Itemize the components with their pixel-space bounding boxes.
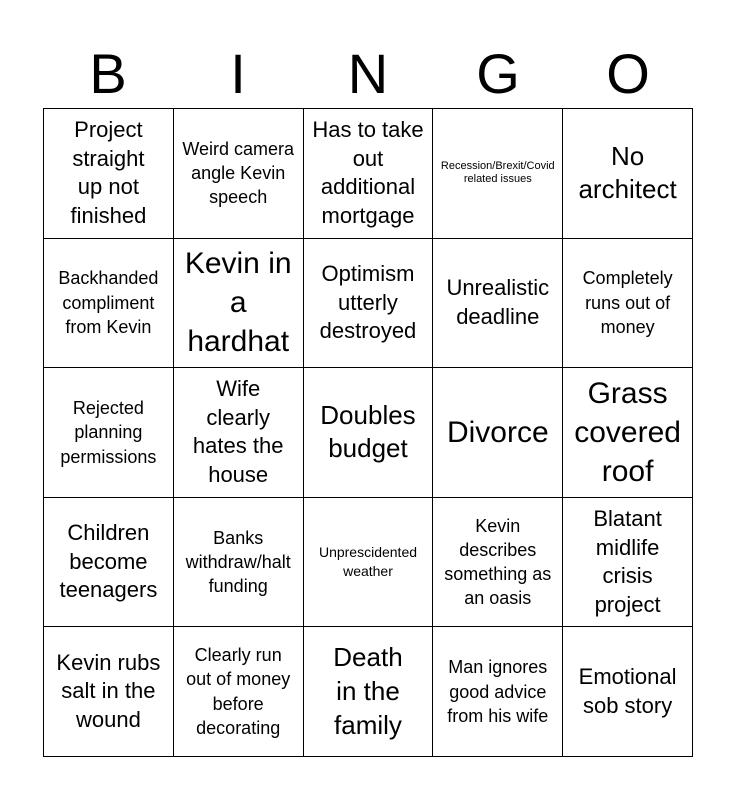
cell-text: Clearly run out of money before decorating [186,645,291,738]
bingo-cell[interactable] [174,627,304,757]
cell-text: Backhanded compliment from Kevin [58,268,159,338]
cell-text: Blatant midlife crisis project [593,505,662,617]
header-letter-n: N [347,42,389,105]
bingo-cell[interactable] [304,627,434,757]
cell-text: Man ignores good advice from his wife [447,657,549,726]
header-letter-i: I [230,42,246,105]
cell-text: Recession/Brexit/Covid related issues [440,160,555,186]
cell-text: Wife clearly hates the house [192,376,284,488]
bingo-cell[interactable] [304,239,434,369]
bingo-cell[interactable] [304,368,434,498]
bingo-cell[interactable] [304,498,434,628]
cell-text: Death in the family [333,642,403,740]
bingo-cell[interactable] [304,109,434,239]
bingo-cell[interactable] [433,627,563,757]
cell-text: Optimism utterly destroyed [319,261,417,344]
bingo-cell[interactable] [44,368,174,498]
cell-text: Divorce [446,415,549,449]
bingo-grid [43,108,693,757]
bingo-cell[interactable] [563,239,693,369]
bingo-cell[interactable] [433,109,563,239]
bingo-cell[interactable] [44,498,174,628]
bingo-cell[interactable] [44,627,174,757]
cell-text: Unprescidented weather [318,544,418,580]
cell-text: Has to take out additional mortgage [312,117,424,228]
bingo-cell[interactable] [433,239,563,369]
cell-text: Weird camera angle Kevin speech [182,138,295,208]
bingo-cell[interactable] [44,109,174,239]
header-letter-o: O [606,42,650,105]
bingo-cell[interactable] [563,498,693,628]
bingo-cell[interactable] [433,498,563,628]
cell-text: No architect [578,140,677,205]
cell-text: Rejected planning permissions [60,398,157,467]
cell-text: Kevin rubs salt in the wound [56,649,161,732]
bingo-cell[interactable] [174,368,304,498]
bingo-cell[interactable] [563,368,693,498]
bingo-cell[interactable] [44,239,174,369]
cell-text: Emotional sob story [578,664,677,718]
cell-text: Banks withdraw/halt funding [185,527,291,597]
cell-text: Kevin describes something as an oasis [444,515,552,609]
cell-text: Completely runs out of money [582,268,673,338]
bingo-cell[interactable] [174,239,304,369]
header-letter-g: G [476,42,520,105]
header-letter-b: B [89,42,127,105]
bingo-cell[interactable] [174,498,304,628]
cell-text: Project straight up not finished [70,117,147,228]
cell-text: Grass covered roof [574,376,681,488]
bingo-header [43,40,693,108]
cell-text: Children become teenagers [59,520,158,603]
cell-text: Doubles budget [320,399,416,464]
bingo-cell[interactable] [563,109,693,239]
bingo-cell[interactable] [433,368,563,498]
cell-text: Kevin in a hardhat [184,247,292,359]
cell-text: Unrealistic deadline [446,275,550,329]
bingo-cell[interactable] [563,627,693,757]
bingo-cell[interactable] [174,109,304,239]
